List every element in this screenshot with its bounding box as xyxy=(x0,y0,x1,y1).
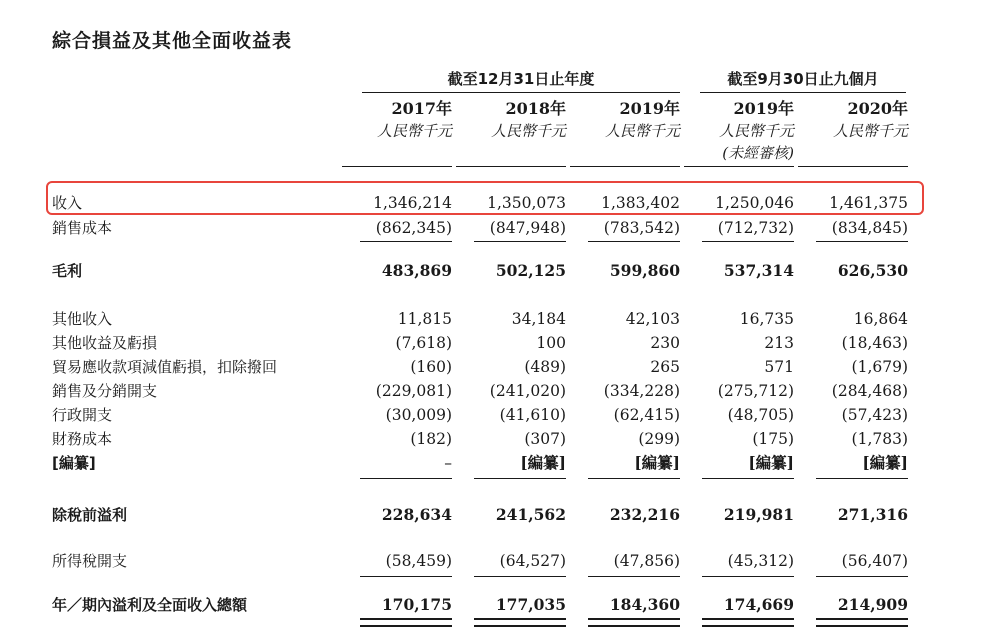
row-value: (58,459) xyxy=(385,552,452,570)
row-label: 所得稅開支 xyxy=(52,552,128,570)
column-note xyxy=(456,142,566,164)
row-label: 其他收入 xyxy=(52,310,113,328)
row-value: 177,035 xyxy=(495,595,566,614)
column-unit: 人民幣千元 xyxy=(832,122,908,140)
row-label: 行政開支 xyxy=(52,406,113,424)
row-value: (229,081) xyxy=(375,382,452,400)
table-row-total-comprehensive-income xyxy=(0,594,992,616)
subtotal-rule xyxy=(702,576,794,577)
column-unit: 人民幣千元 xyxy=(490,122,566,140)
row-value: (275,712) xyxy=(717,382,794,400)
table-row-gross-profit xyxy=(0,260,992,282)
row-value: (30,009) xyxy=(385,406,452,424)
subtotal-rule xyxy=(360,241,452,242)
row-value: 1,350,073 xyxy=(487,194,566,212)
table-row-profit-before-tax xyxy=(0,504,992,526)
row-value: 483,869 xyxy=(381,261,452,280)
row-label: 財務成本 xyxy=(52,430,113,448)
subtotal-rule xyxy=(588,576,680,577)
table-row-income-tax xyxy=(0,550,992,572)
column-year: 2018年 xyxy=(505,99,566,118)
row-value: (47,856) xyxy=(613,552,680,570)
total-double-rule xyxy=(702,618,794,627)
row-value: (64,527) xyxy=(499,552,566,570)
column-unit: 人民幣千元 xyxy=(376,122,452,140)
total-double-rule xyxy=(474,618,566,627)
row-value: 1,383,402 xyxy=(601,194,680,212)
row-value: (41,610) xyxy=(499,406,566,424)
column-note xyxy=(570,142,680,164)
row-value: 1,250,046 xyxy=(715,194,794,212)
row-value: 230 xyxy=(650,334,680,352)
column-header xyxy=(456,98,566,167)
column-unit: 人民幣千元 xyxy=(604,122,680,140)
row-value: (712,732) xyxy=(717,219,794,237)
row-value: 174,669 xyxy=(723,595,794,614)
row-value: 241,562 xyxy=(495,505,566,524)
row-value: 502,125 xyxy=(495,261,566,280)
row-value: (7,618) xyxy=(395,334,452,352)
column-note xyxy=(798,142,908,164)
row-value: (48,705) xyxy=(727,406,794,424)
row-value: (160) xyxy=(410,358,452,376)
row-value: (56,407) xyxy=(841,552,908,570)
row-label: 其他收益及虧損 xyxy=(52,334,158,352)
column-header xyxy=(798,98,908,167)
subtotal-rule xyxy=(360,576,452,577)
row-value: 184,360 xyxy=(609,595,680,614)
row-value: (834,845) xyxy=(831,219,908,237)
row-value: (175) xyxy=(752,430,794,448)
row-value: 271,316 xyxy=(837,505,908,524)
row-value: (1,679) xyxy=(851,358,908,376)
row-label: 銷售及分銷開支 xyxy=(52,382,158,400)
row-value: (862,345) xyxy=(375,219,452,237)
row-label: 年／期內溢利及全面收入總額 xyxy=(52,596,248,614)
table-row-cost-of-sales xyxy=(0,217,992,239)
column-year: 2019年 xyxy=(733,99,794,118)
row-value: 42,103 xyxy=(625,310,680,328)
row-value: (18,463) xyxy=(841,334,908,352)
row-label: 貿易應收款項減值虧損，扣除撥回 xyxy=(52,358,278,376)
group-header-year-ended: 截至12月31日止年度 xyxy=(362,68,680,93)
row-value: (45,312) xyxy=(727,552,794,570)
table-row-other-income xyxy=(0,308,992,330)
row-label: 毛利 xyxy=(52,262,83,280)
subtotal-rule xyxy=(474,241,566,242)
row-value: [編纂] xyxy=(634,453,680,472)
column-note xyxy=(342,142,452,164)
row-value: 16,735 xyxy=(739,310,794,328)
column-header xyxy=(684,98,794,167)
table-row-selling-expenses xyxy=(0,380,992,402)
row-value: (57,423) xyxy=(841,406,908,424)
subtotal-rule xyxy=(588,241,680,242)
row-value: 626,530 xyxy=(837,261,908,280)
row-value: [編纂] xyxy=(520,453,566,472)
row-value: 571 xyxy=(764,358,794,376)
group-header-nine-months: 截至9月30日止九個月 xyxy=(700,68,906,93)
subtotal-rule xyxy=(816,478,908,479)
subtotal-rule xyxy=(360,478,452,479)
column-year: 2017年 xyxy=(391,99,452,118)
row-label: 收入 xyxy=(52,194,83,212)
row-value: (334,228) xyxy=(603,382,680,400)
row-value: (62,415) xyxy=(613,406,680,424)
row-value: (307) xyxy=(524,430,566,448)
column-header xyxy=(570,98,680,167)
subtotal-rule xyxy=(588,478,680,479)
row-value: (182) xyxy=(410,430,452,448)
row-value: 214,909 xyxy=(837,595,908,614)
total-double-rule xyxy=(588,618,680,627)
row-value: 1,461,375 xyxy=(829,194,908,212)
column-note: (未經審核) xyxy=(722,144,794,162)
row-value: 11,815 xyxy=(397,310,452,328)
row-value: 213 xyxy=(764,334,794,352)
statement-title: 綜合損益及其他全面收益表 xyxy=(52,30,293,52)
table-row-impairment-loss xyxy=(0,356,992,378)
subtotal-rule xyxy=(474,576,566,577)
row-value: 599,860 xyxy=(609,261,680,280)
row-value: (284,468) xyxy=(831,382,908,400)
row-value: (783,542) xyxy=(603,219,680,237)
row-label: 銷售成本 xyxy=(52,219,113,237)
table-row-redacted xyxy=(0,452,992,474)
row-value: 100 xyxy=(536,334,566,352)
column-header xyxy=(342,98,452,167)
row-value: (1,783) xyxy=(851,430,908,448)
row-value: 265 xyxy=(650,358,680,376)
row-label: [編纂] xyxy=(52,454,96,472)
row-value: 16,864 xyxy=(853,310,908,328)
total-double-rule xyxy=(816,618,908,627)
row-label: 除稅前溢利 xyxy=(52,506,128,524)
subtotal-rule xyxy=(702,478,794,479)
column-year: 2019年 xyxy=(619,99,680,118)
row-value: (489) xyxy=(524,358,566,376)
row-value: [編纂] xyxy=(748,453,794,472)
row-value: 232,216 xyxy=(609,505,680,524)
total-double-rule xyxy=(360,618,452,627)
row-value: 170,175 xyxy=(381,595,452,614)
row-value: 34,184 xyxy=(511,310,566,328)
row-value: (299) xyxy=(638,430,680,448)
subtotal-rule xyxy=(816,576,908,577)
table-row-revenue xyxy=(0,192,992,214)
table-row-other-gains-losses xyxy=(0,332,992,354)
table-row-finance-costs xyxy=(0,428,992,450)
subtotal-rule xyxy=(702,241,794,242)
row-value: [編纂] xyxy=(862,453,908,472)
row-value: 219,981 xyxy=(723,505,794,524)
column-year: 2020年 xyxy=(847,99,908,118)
table-row-admin-expenses xyxy=(0,404,992,426)
subtotal-rule xyxy=(816,241,908,242)
row-value: (847,948) xyxy=(489,219,566,237)
column-unit: 人民幣千元 xyxy=(718,122,794,140)
row-value: – xyxy=(444,454,452,472)
row-value: 537,314 xyxy=(723,261,794,280)
subtotal-rule xyxy=(474,478,566,479)
row-value: 228,634 xyxy=(381,505,452,524)
row-value: 1,346,214 xyxy=(373,194,452,212)
row-value: (241,020) xyxy=(489,382,566,400)
